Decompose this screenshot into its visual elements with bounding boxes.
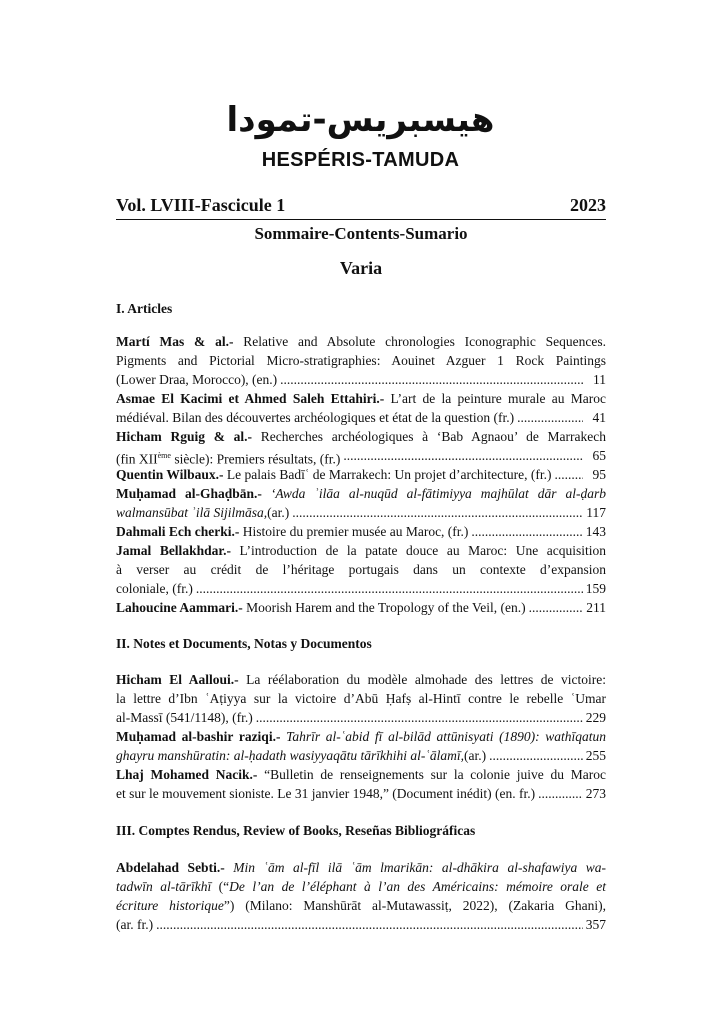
- volume-year: 2023: [570, 195, 606, 215]
- entry-line: [116, 541, 606, 560]
- entry-author: Muḥamad al-bashir raziqi.-: [116, 729, 281, 744]
- entry-line: [116, 465, 606, 484]
- entry-page-number: 159: [585, 581, 606, 596]
- entry-title: (Lower Draa, Morocco), (en.): [116, 372, 278, 387]
- entry-line: [116, 408, 606, 427]
- toc-entry-bellakhdar[interactable]: [116, 541, 606, 598]
- superscript: ème: [157, 451, 171, 460]
- section-articles-heading: I. Articles: [116, 301, 173, 316]
- section-notes-heading: II. Notes et Documents, Notas y Documentos: [116, 636, 372, 651]
- entry-line: [116, 484, 606, 503]
- toc-entry-echcherki[interactable]: [116, 522, 606, 541]
- entry-title: coloniale, (fr.): [116, 581, 193, 596]
- entry-line: [116, 915, 606, 934]
- entry-title: [116, 446, 340, 465]
- entry-author: Hicham El Aalloui.-: [116, 672, 239, 687]
- entry-author: Lhaj Mohamed Nacik.-: [116, 767, 258, 782]
- entry-page-number: 229: [585, 710, 606, 725]
- entry-title-part: (fin XII: [116, 451, 158, 467]
- toc-entry-wilbaux[interactable]: [116, 465, 606, 484]
- entry-title: médiéval. Bilan des découvertes archéologiques et état de la question (fr.): [116, 410, 515, 425]
- entry-title: tadwīn al-tārīkhī: [116, 879, 212, 894]
- entry-title: Moorish Harem and the Tropology of the Veil, (en.): [246, 600, 526, 615]
- entry-title: ‘Awda ʾilāa al-nuqūd al-fātimiyya majhūlat dār al-ḍarb: [270, 486, 607, 501]
- entry-line: [116, 877, 606, 896]
- leader-dots: [156, 915, 583, 934]
- entry-language: (ar.): [463, 748, 487, 763]
- toc-entry-nacik[interactable]: [116, 765, 606, 803]
- entry-author: Martí Mas & al.-: [116, 334, 234, 349]
- entry-line: [116, 858, 606, 877]
- volume-label: Vol. LVIII-Fascicule 1: [116, 195, 286, 215]
- entry-line: [116, 427, 606, 446]
- entry-line: [116, 370, 606, 389]
- entry-line: [116, 522, 606, 541]
- entry-line: [116, 689, 606, 708]
- entry-line: [116, 503, 606, 522]
- entry-language: (ar.): [267, 505, 290, 520]
- entry-line: [116, 598, 606, 617]
- leader-dots: [196, 579, 583, 598]
- section-reviews-heading: III. Comptes Rendus, Review of Books, Reseñas Bibliográficas: [116, 823, 476, 838]
- leader-dots: [489, 746, 583, 765]
- header-rule: [116, 219, 606, 220]
- entry-line: [116, 579, 606, 598]
- entry-title: Recherches archéologiques à ‘Bab Agnaou’ de Marrakech: [260, 429, 607, 444]
- entry-title: “Bulletin de renseignements sur la colonie juive du Maroc: [264, 767, 607, 782]
- entry-page-number: 41: [592, 410, 606, 425]
- entry-title: La réélaboration du modèle almohade des lettres de victoire:: [246, 672, 606, 687]
- entry-author: Abdelahad Sebti.-: [116, 860, 225, 875]
- entry-page-number: 357: [585, 917, 606, 932]
- entry-page-number: 255: [585, 748, 606, 763]
- leader-dots: [555, 465, 583, 484]
- entry-title-part: De l’an de l’éléphant à l’an des Américains: mémoire orale et: [229, 879, 606, 894]
- entry-page-number: 65: [592, 448, 606, 463]
- entry-title: walmansūbat ʾilā Sijilmāsa,: [116, 505, 268, 520]
- toc-entry-rguig[interactable]: [116, 427, 606, 465]
- leader-dots: [517, 408, 583, 427]
- leader-dots: [280, 370, 583, 389]
- entry-line: [116, 784, 606, 803]
- entry-title: à verser au crédit de l’héritage portugais dans un contexte d’expansion: [116, 562, 606, 577]
- entry-title: Histoire du premier musée au Maroc, (fr.): [242, 524, 469, 539]
- entry-title: Pigments and Pictorial Micro-stratigraphies: Aouinet Azguer 1 Rock Paintings: [116, 353, 606, 368]
- entry-title: L’art de la peinture murale au Maroc: [390, 391, 607, 406]
- entry-title: Min ʿām al-fīl ilā ʿām lmarikān: al-dhākira al-shafawiya wa-: [233, 860, 607, 875]
- toc-entry-kacimi[interactable]: [116, 389, 606, 427]
- entry-page-number: 211: [586, 600, 606, 615]
- entry-author: Hicham Rguig & al.-: [116, 429, 253, 444]
- entry-author: Quentin Wilbaux.-: [116, 467, 224, 482]
- leader-dots: [471, 522, 582, 541]
- entry-author: Dahmali Ech cherki.-: [116, 524, 240, 539]
- leader-dots: [529, 598, 583, 617]
- toc-entry-mas[interactable]: [116, 332, 606, 389]
- toc-entry-ghadban[interactable]: [116, 484, 606, 522]
- volume-line: [116, 195, 606, 216]
- entry-page-number: 11: [593, 372, 606, 387]
- entry-author: Asmae El Kacimi et Ahmed Saleh Ettahiri.-: [116, 391, 385, 406]
- entry-title: Tahrīr al-ʿabid fī al-bilād attūnisyati (1890): wathīqatun: [286, 729, 607, 744]
- entry-title-part: (“: [211, 879, 230, 894]
- entry-line: [116, 389, 606, 408]
- entry-title-part: siècle): Premiers résultats, (fr.): [170, 451, 341, 467]
- entry-line: [116, 351, 606, 370]
- entry-language: (ar. fr.): [116, 917, 154, 932]
- entry-page-number: 273: [585, 786, 606, 801]
- toc-entry-aalloui[interactable]: [116, 670, 606, 727]
- entry-line: [116, 746, 606, 765]
- entry-line: [116, 896, 606, 915]
- entry-author: Muḥamad al-Ghaḍbān.-: [116, 486, 262, 501]
- entry-line: [116, 670, 606, 689]
- leader-dots: [538, 784, 583, 803]
- entry-title: la lettre d’Ibn ʿAṭiyya sur la victoire d’Abū Ḥafṣ al-Hintī contre le rebelle ʿUmar: [116, 691, 606, 706]
- entry-line: [116, 765, 606, 784]
- entry-title: al-Massī (541/1148), (fr.): [116, 710, 253, 725]
- leader-dots: [343, 446, 583, 465]
- entry-page-number: 95: [592, 467, 606, 482]
- entry-title: L’introduction de la patate douce au Maroc: Une acquisition: [239, 543, 606, 558]
- leader-dots: [256, 708, 583, 727]
- contents-heading: Sommaire-Contents-Sumario: [254, 224, 468, 243]
- toc-entry-aammari[interactable]: [116, 598, 606, 617]
- journal-logo-arabic: هيسبريس-تمودا: [226, 100, 495, 140]
- entry-line: [116, 332, 606, 351]
- entry-title: Le palais Badīʿ de Marrakech: Un projet d’architecture, (fr.): [226, 467, 552, 482]
- varia-heading: Varia: [339, 258, 383, 278]
- leader-dots: [292, 503, 583, 522]
- entry-page-number: 117: [586, 505, 606, 520]
- entry-line: [116, 446, 606, 465]
- entry-title: écriture historique: [116, 898, 224, 913]
- entry-title: et sur le mouvement sioniste. Le 31 janvier 1948,” (Document inédit) (en. fr.): [116, 786, 536, 801]
- entry-author: Jamal Bellakhdar.-: [116, 543, 231, 558]
- toc-entry-raziqi[interactable]: [116, 727, 606, 765]
- entry-title-part: ”) (Milano: Manshūrāt al-Mutawassiṭ, 2022), (Zakaria Ghani),: [223, 898, 606, 913]
- entry-title: ghayru manshūratin: al-ḥadath wasiyyaqātu tārīkhihi al-ʿālamī,: [116, 748, 464, 763]
- entry-author: Lahoucine Aammari.-: [116, 600, 243, 615]
- entry-line: [116, 708, 606, 727]
- journal-title: HESPÉRIS-TAMUDA: [261, 149, 460, 171]
- entry-line: [116, 560, 606, 579]
- entry-page-number: 143: [585, 524, 606, 539]
- toc-entry-sebti[interactable]: [116, 858, 606, 934]
- entry-line: [116, 727, 606, 746]
- entry-title: Relative and Absolute chronologies Iconographic Sequences.: [243, 334, 606, 349]
